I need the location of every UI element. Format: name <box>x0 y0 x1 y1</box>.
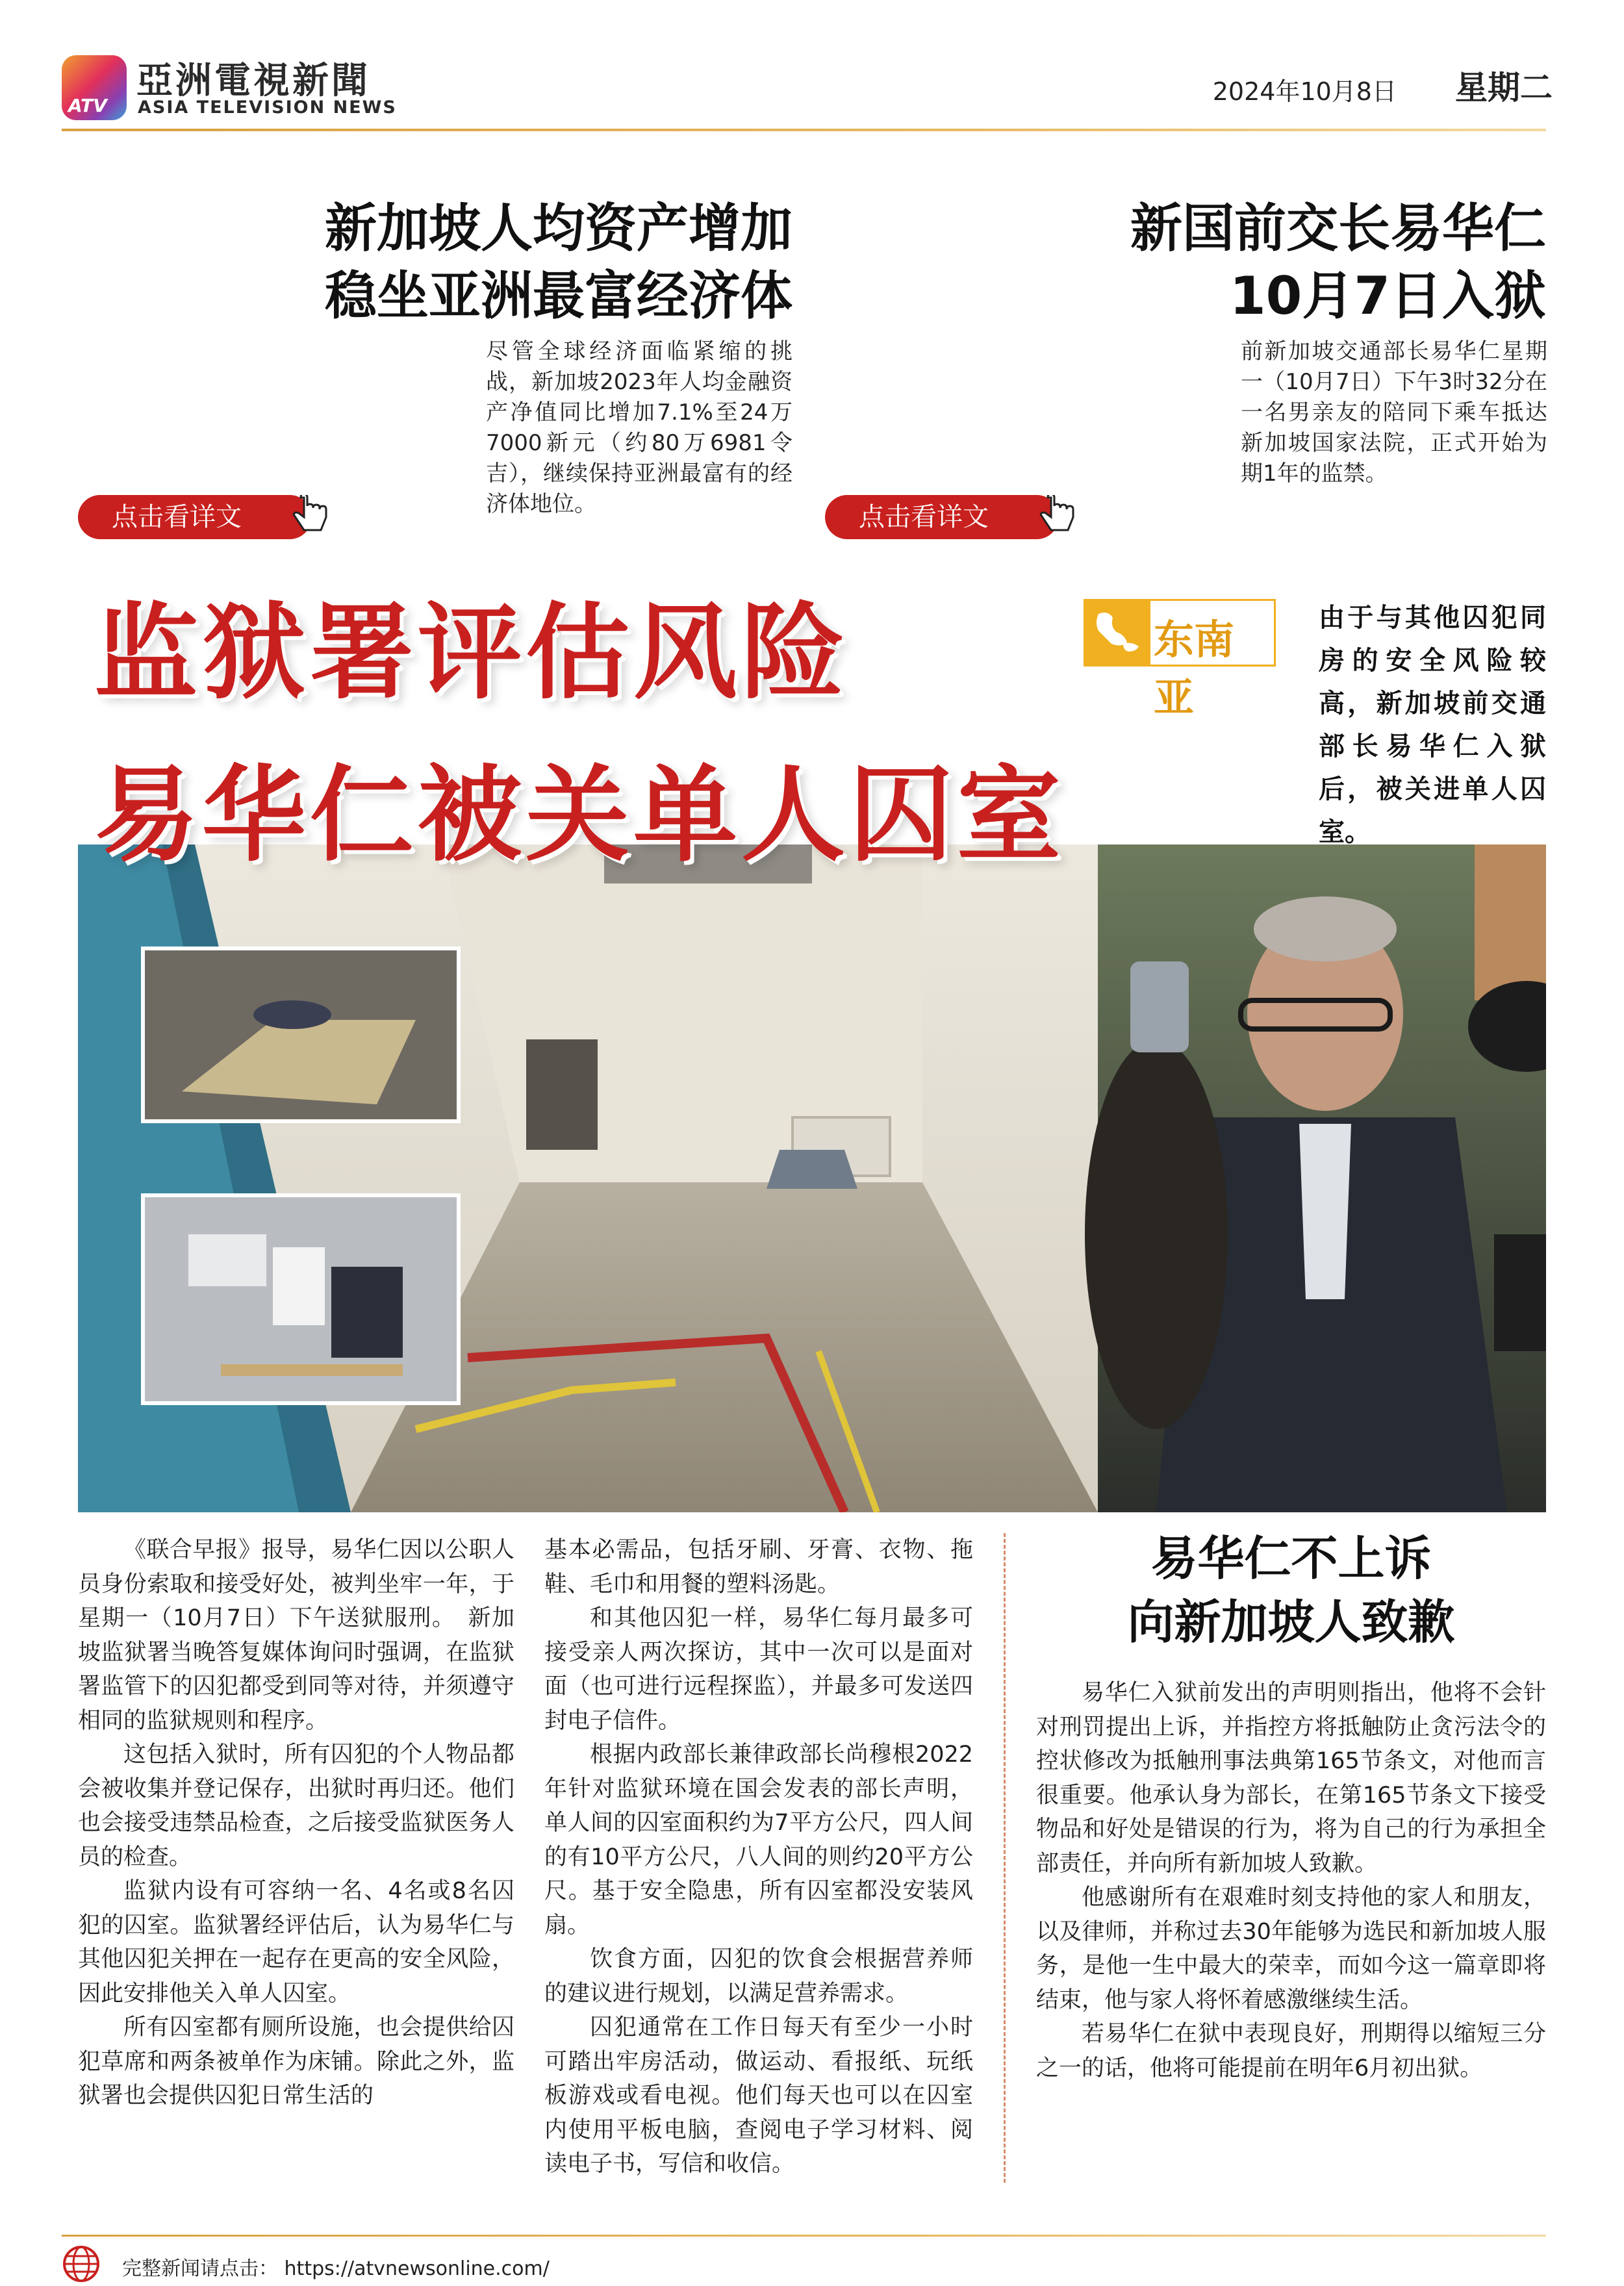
top-story-2-title[interactable] <box>948 195 1546 330</box>
main-story-column-1 <box>78 1533 514 2113</box>
footer-rule <box>62 2235 1546 2237</box>
side-story-paragraph: 他感谢所有在艰难时刻支持他的家人和朋友，以及律师，并称过去30年能够为选民和新加坡人服务，是他一生中最大的荣幸，而如今这一篇章即将结束，他与家人将怀着感激继续生活。 <box>1036 1885 1546 2013</box>
side-story-title-line-1: 易华仁不上诉 <box>1150 1531 1432 1586</box>
masthead-name-en: ASIA TELEVISION NEWS <box>138 97 397 118</box>
column-1-paragraph: 这包括入狱时，所有囚犯的个人物品都会被收集并登记保存，出狱时再归还。他们也会接受违禁品检查，之后接受监狱医务人员的检查。 <box>78 1742 514 1870</box>
column-divider <box>1004 1533 1006 2183</box>
issue-weekday: 星期二 <box>1455 69 1553 107</box>
main-headline-line-2: 易华仁被关单人囚室 <box>94 754 1065 876</box>
column-2-paragraph: 饮食方面，囚犯的饮食会根据营养师的建议进行规划，以满足营养需求。 <box>544 1946 973 2007</box>
main-story-lede: 由于与其他囚犯同房的安全风险较高，新加坡前交通部长易华仁入狱后，被关进单人囚室。 <box>1319 603 1546 847</box>
column-1-paragraph: 监狱内设有可容纳一名、4名或8名囚犯的囚室。监狱署经评估后，认为易华仁与其他囚犯关押在一起存在更高的安全风险，因此安排他关入单人囚室。 <box>78 1878 514 2007</box>
top-story-2-title-line-2: 10月7日入狱 <box>1230 266 1546 326</box>
prison-cell-and-arrival-photo <box>78 845 1546 1512</box>
side-story-title <box>1036 1527 1546 1654</box>
header-rule <box>62 129 1546 131</box>
pointer-hand-icon <box>1039 495 1076 534</box>
top-story-2-summary: 前新加坡交通部长易华仁星期一（10月7日）下午3时32分在一名男亲友的陪同下乘车抵达新加坡国家法院，正式开始为期1年的监禁。 <box>1241 338 1547 487</box>
logo-badge-text: ATV <box>68 95 107 116</box>
column-2-paragraph: 囚犯通常在工作日每天有至少一小时可踏出牢房活动，做运动、看报纸、玩纸板游戏或看电视。他们每天也可以在囚室内使用平板电脑，查阅电子学习材料、阅读电子书，写信和收信。 <box>544 2014 973 2177</box>
main-story-column-2 <box>544 1533 973 2181</box>
top-story-1-read-more-label: 点击看详文 <box>112 502 242 532</box>
globe-news-icon <box>62 2244 101 2283</box>
top-story-2-title-line-1: 新国前交长易华仁 <box>1130 198 1546 259</box>
southeast-asia-map-icon <box>1085 601 1150 665</box>
column-2-paragraph: 根据内政部长兼律政部长尚穆根2022年针对监狱环境在国会发表的部长声明，单人间的囚室面积约为7平方公尺，四人间的有10平方公尺，八人间的则约20平方公尺。基于安全隐患，所有囚室都没安装风扇。 <box>544 1742 973 1938</box>
side-story-paragraph: 易华仁入狱前发出的声明则指出，他将不会针对刑罚提出上诉，并指控方将抵触防止贪污法令的控状修改为抵触刑事法典第165节条文，对他而言很重要。他承认身为部长，在第165节条文下接受物品和好处是错误的行为，将为自己的行为承担全部责任，并向所有新加坡人致歉。 <box>1036 1680 1546 1877</box>
column-1-paragraph: 所有囚室都有厕所设施，也会提供给囚犯草席和两条被单作为床铺。除此之外，监狱署也会提供囚犯日常生活的 <box>78 2014 514 2109</box>
top-story-2-read-more-button[interactable] <box>825 495 1059 539</box>
top-story-1-summary: 尽管全球经济面临紧缩的挑战，新加坡2023年人均金融资产净值同比增加7.1%至24万7000新元（约80万6981令吉），继续保持亚洲最富有的经济体地位。 <box>486 338 793 517</box>
side-story-paragraph: 若易华仁在狱中表现良好，刑期得以缩短三分之一的话，他将可能提前在明年6月初出狱。 <box>1036 2021 1546 2081</box>
side-story-body <box>1036 1676 1546 2085</box>
masthead-name-cn: 亞洲電視新聞 <box>136 59 370 102</box>
issue-date: 2024年10月8日 <box>1212 77 1397 106</box>
main-story-photo <box>78 845 1546 1512</box>
column-1-paragraph: 《联合早报》报导，易华仁因以公职人员身份索取和接受好处，被判坐牢一年，于星期一（10月7日）下午送狱服刑。 新加坡监狱署当晚答复媒体询问时强调，在监狱署监管下的囚犯都受到同等对待，并须遵守相同的监狱规则和程序。 <box>78 1537 514 1734</box>
main-headline-line-1: 监狱署评估风险 <box>94 592 850 713</box>
column-2-paragraph: 基本必需品，包括牙刷、牙膏、衣物、拖鞋、毛巾和用餐的塑料汤匙。 <box>544 1537 973 1597</box>
footer-url[interactable]: https://atvnewsonline.com/ <box>284 2257 550 2280</box>
footer-label: 完整新闻请点击： <box>122 2257 278 2280</box>
top-story-1-title-line-1: 新加坡人均资产增加 <box>325 198 793 259</box>
top-story-2-read-more-label: 点击看详文 <box>859 502 989 532</box>
top-story-1-title-line-2: 稳坐亚洲最富经济体 <box>325 266 793 326</box>
top-story-1-title[interactable] <box>195 195 793 330</box>
side-story-title-line-2: 向新加坡人致歉 <box>1127 1595 1455 1649</box>
top-story-1-read-more-button[interactable] <box>78 495 312 539</box>
main-headline <box>94 572 1065 896</box>
footer-link[interactable] <box>122 2252 550 2281</box>
atv-logo <box>62 55 127 120</box>
region-tag <box>1084 599 1276 721</box>
column-2-paragraph: 和其他囚犯一样，易华仁每月最多可接受亲人两次探访，其中一次可以是面对面（也可进行远程探监），并最多可发送四封电子信件。 <box>544 1605 973 1734</box>
pointer-hand-icon <box>292 495 329 534</box>
region-tag-label: 东南亚 <box>1154 616 1235 721</box>
